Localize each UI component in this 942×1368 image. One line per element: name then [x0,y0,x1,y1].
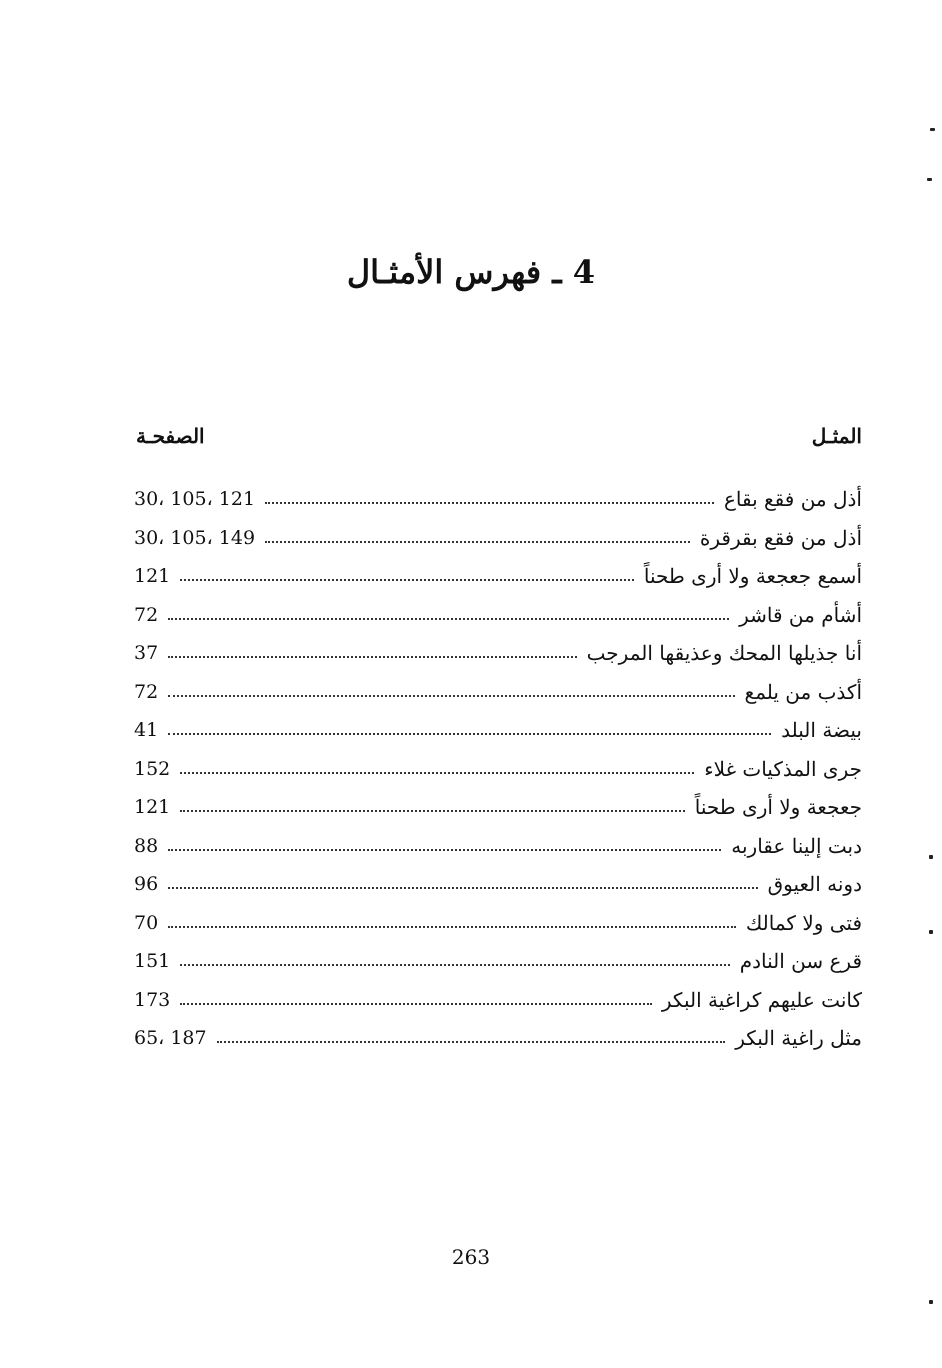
page-references: 41 [134,719,159,742]
dot-leader [168,695,734,697]
scan-speck [927,178,932,181]
index-row [134,942,862,981]
proverb-text: أنا جذيلها المحك وعذيقها المرجب [586,641,862,666]
page-references: 152 [134,757,171,780]
proverb-text: مثل راغية البكر [735,1026,862,1051]
proverb-text: بيضة البلد [781,718,862,743]
proverb-text: أذل من فقع بقرقرة [699,525,862,550]
page-references: 65، 187 [134,1027,207,1050]
proverb-text: أذل من فقع بقاع [723,487,862,512]
page-references: 72 [134,603,159,626]
page-references: 88 [134,834,159,857]
index-row [134,711,862,750]
dot-leader [168,849,721,851]
dot-leader [168,887,757,889]
index-row [134,981,862,1020]
scan-speck [929,855,933,859]
index-row [134,673,862,712]
dot-leader [265,502,714,504]
dot-leader [180,1003,652,1005]
index-row [134,557,862,596]
scan-speck [929,1300,933,1304]
page-number: 263 [451,1245,491,1269]
index-row [134,865,862,904]
index-row [134,480,862,519]
page-references: 30، 105، 149 [134,526,256,549]
dot-leader [168,926,736,928]
page-references: 121 [134,565,171,588]
proverb-text: أكذب من يلمع [744,679,862,704]
dot-leader [217,1041,726,1043]
index-row [134,750,862,789]
page-references: 121 [134,796,171,819]
proverb-text: دبت إلينا عقاربه [731,833,862,858]
index-row [134,634,862,673]
page-references: 72 [134,680,159,703]
dot-leader [168,733,771,735]
proverb-text: أشأم من قاشر [739,602,862,627]
proverb-index-list [134,480,862,1058]
proverb-text: أسمع جعجعة ولا أرى طحناً [643,564,862,589]
page-title: 4 ـ فهرس الأمثـال [346,253,596,291]
page-column-header: الصفحـة [136,424,205,448]
page-references: 173 [134,988,171,1011]
proverb-text: جعجعة ولا أرى طحناً [694,795,862,820]
index-row [134,827,862,866]
index-row [134,788,862,827]
page-references: 151 [134,950,171,973]
proverb-column-header: المثـل [811,424,862,448]
proverb-text: دونه العيوق [767,872,862,897]
proverb-text: جرى المذكيات غلاء [704,756,862,781]
page-references: 30، 105، 121 [134,488,256,511]
page-references: 37 [134,642,159,665]
proverb-text: كانت عليهم كراغية البكر [661,987,862,1012]
dot-leader [180,772,694,774]
page-references: 96 [134,873,159,896]
dot-leader [265,541,690,543]
dot-leader [180,810,684,812]
dot-leader [180,579,634,581]
proverb-text: فتى ولا كمالك [745,910,862,935]
proverb-text: قرع سن النادم [739,949,862,974]
index-row [134,904,862,943]
page-references: 70 [134,911,159,934]
dot-leader [180,964,729,966]
dot-leader [168,618,729,620]
dot-leader [168,656,576,658]
scan-speck [929,930,933,934]
index-row [134,1019,862,1058]
index-row [134,519,862,558]
scan-speck [930,128,935,131]
index-row [134,596,862,635]
